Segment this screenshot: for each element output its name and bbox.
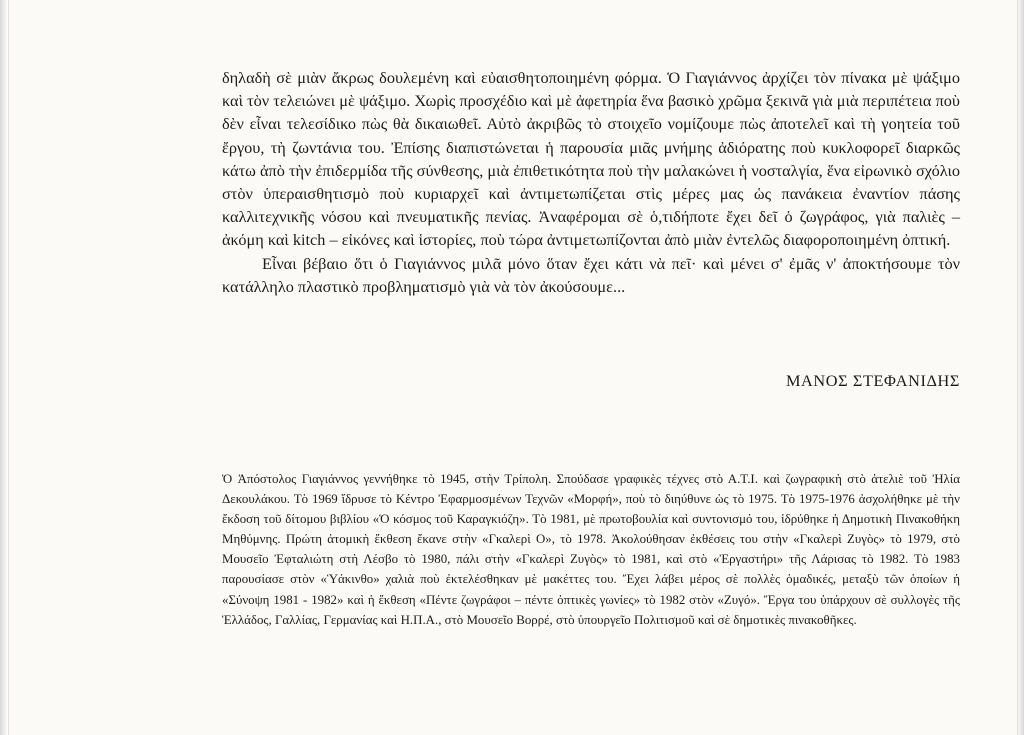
essay-text <box>222 66 960 298</box>
scan-edge-left <box>0 0 8 735</box>
essay-paragraph-1: δηλαδὴ σὲ μιὰν ἄκρως δουλεμένη καὶ εὐαισθητοποιημένη φόρμα. Ὁ Γιαγιάννος ἀρχίζει τὸν πίνακα μὲ ψάξιμο καὶ τὸν τελειώνει μὲ ψάξιμο. Χωρὶς προσχέδιο καὶ μὲ ἀφετηρία ἕνα βασικὸ χρῶμα ξεκινᾶ γιὰ μιὰ περιπέτεια ποὺ δὲν εἶναι τελεσίδικο πὼς θὰ δικαιωθεῖ. Αὐτὸ ἀκριβῶς τὸ στοιχεῖο νομίζουμε πὼς ἀποτελεῖ καὶ τὴ γοητεία τοῦ ἔργου, τὴ ζωντάνια του. Ἐπίσης διαπιστώνεται ἡ παρουσία μιᾶς μνήμης ἀδιόρατης ποὺ κυκλοφορεῖ διαρκῶς κάτω ἀπὸ τὴν ἐπιδερμίδα τῆς σύνθεσης, μιὰ ἐπιθετικότητα ποὺ τὴν μαλακώνει ἡ νοσταλγία, ἕνα εἰρωνικὸ σχόλιο στὸν ὑπεραισθητισμὸ ποὺ κυριαρχεῖ καὶ ἀντιμετωπίζεται στὶς μέρες μας ὡς πανάκεια ἐναντίον πάσης καλλιτεχνικῆς νόσου καὶ πνευματικῆς πενίας. Ἀναφέρομαι σὲ ὁ,τιδήποτε ἔχει δεῖ ὁ ζωγράφος, γιὰ παλιὲς – ἀκόμη καὶ kitch – εἰκόνες καὶ ἱστορίες, ποὺ τώρα ἀντιμετωπίζονται ἀπὸ μιὰν ἐντελῶς διαφοροποιημένη ὀπτική. <box>222 68 960 250</box>
essay-paragraph-2: Εἶναι βέβαιο ὅτι ὁ Γιαγιάννος μιλᾶ μόνο ὅταν ἔχει κάτι νὰ πεῖ· καὶ μένει σ' ἐμᾶς ν' ἀποκτήσουμε τὸν κατάλληλο πλαστικὸ προβληματισμὸ γιὰ νὰ τὸν ἀκούσουμε... <box>222 253 960 296</box>
artist-biography: Ὁ Ἀπόστολος Γιαγιάννος γεννήθηκε τὸ 1945, στὴν Τρίπολη. Σπούδασε γραφικὲς τέχνες στὸ Α.Τ.Ι. καὶ ζωγραφικὴ στὸ ἀτελιὲ τοῦ Ἠλία Δεκουλάκου. Τὸ 1969 ἵδρυσε τὸ Κέντρο Ἐφαρμοσμένων Τεχνῶν «Μορφή», ποὺ τὸ διηύθυνε ὡς τὸ 1975. Τὸ 1975-1976 ἀσχολήθηκε μὲ τὴν ἔκδοση τοῦ δίτομου βιβλίου «Ὁ κόσμος τοῦ Καραγκιόζη». Τὸ 1981, μὲ πρωτοβουλία καὶ συντονισμό του, ἱδρύθηκε ἡ Δημοτικὴ Πινακοθήκη Μηθύμνης. Πρώτη ἀτομικὴ ἔκθεση ἔκανε στὴν «Γκαλερὶ Ο», τὸ 1978. Ἀκολούθησαν ἐκθέσεις του στὴν «Γκαλερὶ Ζυγὸς» τὸ 1979, στὸ Μουσεῖο Ἐφταλιώτη στὴ Λέσβο τὸ 1980, πάλι στὴν «Γκαλερὶ Ζυγὸς» τὸ 1981, καὶ στὸ «Ἐργαστήρι» τῆς Λάρισας τὸ 1982. Τὸ 1983 παρουσίασε στὸν «Ὑάκινθο» χαλιὰ ποὺ ἐκτελέσθηκαν μὲ μακέττες του. Ἔχει λάβει μέρος σὲ πολλὲς ὁμαδικές, μεταξὺ τῶν ὁποίων ἡ «Σύνοψη 1981 - 1982» καὶ ἡ ἔκθεση «Πέντε ζωγράφοι – πέντε ὀπτικὲς γωνίες» τὸ 1982 στὸν «Ζυγό». Ἔργα του ὑπάρχουν σὲ συλλογὲς τῆς Ἑλλάδος, Γαλλίας, Γερμανίας καὶ Η.Π.Α., στὸ Μουσεῖο Βορρέ, στὸ ὑπουργεῖο Πολιτισμοῦ καὶ σὲ δημοτικὲς πινακοθῆκες. <box>222 472 960 627</box>
author-signature: ΜΑΝΟΣ ΣΤΕΦΑΝΙΔΗΣ <box>785 371 960 390</box>
